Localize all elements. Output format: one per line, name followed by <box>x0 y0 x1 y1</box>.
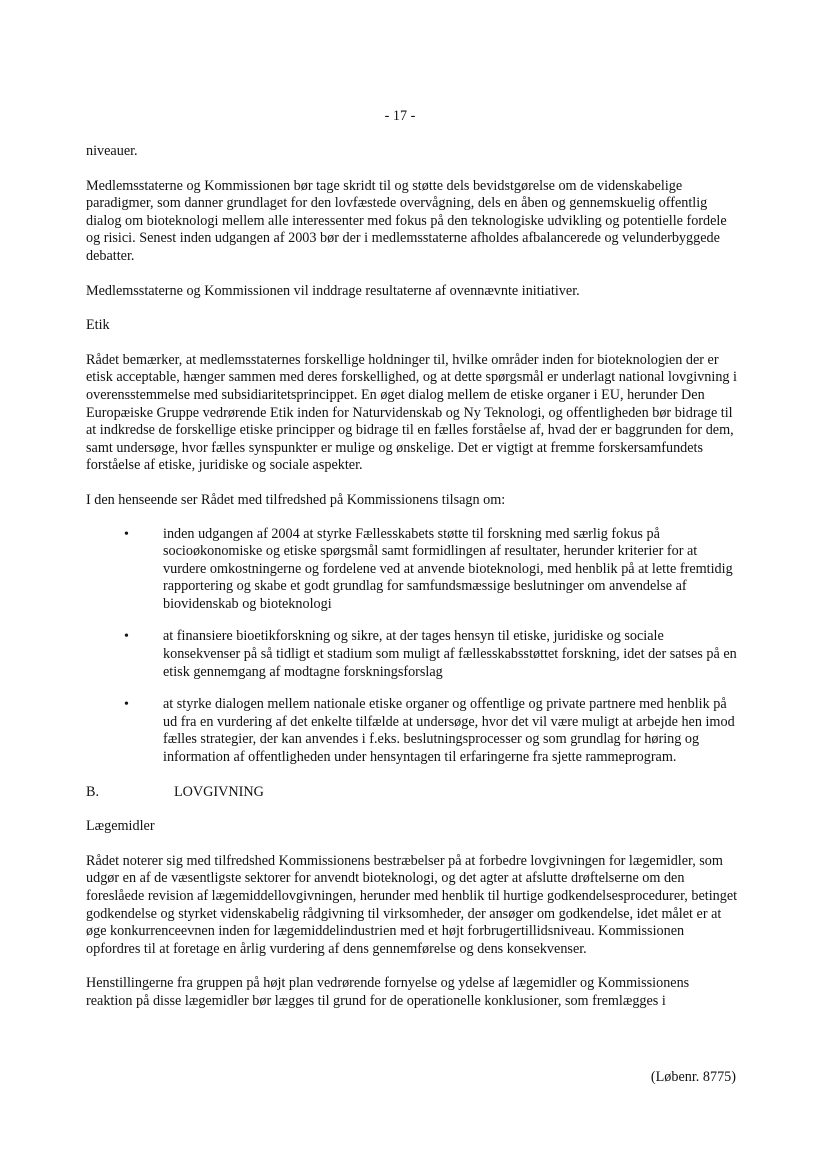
paragraph: I den henseende ser Rådet med tilfredshed på Kommissionens tilsagn om: <box>86 491 506 508</box>
paragraph: Medlemsstaterne og Kommissionen bør tage skridt til og støtte dels bevidstgørelse om de videnskabelige paradigmer, som danner grundlaget for den lovfæstede overvågning, dels en åben og gennemskuelig offentlig dialog om bioteknologi mellem alle interessenter med fokus på den teknologiske udvikling og potentielle fordele og risici. Senest inden udgangen af 2003 bør der i medlemsstaterne afholdes afbalancerede og velunderbyggede debatter. <box>86 177 727 264</box>
list-item-text: at styrke dialogen mellem nationale etiske organer og offentlige og private partnere med henblik på ud fra en vurdering af det enkelte tilfælde at undersøge, hvor det vil være muligt at arbejde hen imod fælles strategier, der kan anvendes i f.eks. beslutningsprocesser og som grundlag for høring og information af offentligheden under hensyntagen til erfaringerne fra sjette rammeprogram. <box>163 696 735 766</box>
bullet-icon: • <box>124 629 129 645</box>
paragraph: Henstillingerne fra gruppen på højt plan vedrørende fornyelse og ydelse af lægemidler og Kommissionens reaktion på disse lægemidler bør lægges til grund for de operationelle konklusioner, som fremlægges i <box>86 975 690 1009</box>
section-title: LOVGIVNING <box>174 783 264 800</box>
paragraph: Rådet bemærker, at medlemsstaternes forskellige holdninger til, hvilke områder inden for bioteknologien der er etisk acceptable, hænger sammen med deres forskellighed, og at dette spørgsmål er underlagt national lovgivning i overensstemmelse med subsidiaritetsprincippet. En øget dialog mellem de etiske organer i EU, herunder Den Europæiske Gruppe vedrørende Etik inden for Naturvidenskab og Ny Teknologi, og offentligheden bør bidrage til at indkredse de forskellige etiske principper og bidrage til en fælles forståelse af, hvad der er baggrunden for dem, samt undersøge, hvor fælles synspunkter er mulige og ønskelige. Det er vigtigt at fremme forskersamfundets forståelse af etiske, juridiske og sociale aspekter. <box>86 351 737 474</box>
paragraph: Medlemsstaterne og Kommissionen vil inddrage resultaterne af ovennævnte initiativer. <box>86 282 580 299</box>
footer-reference: (Løbenr. 8775) <box>650 1069 736 1085</box>
section-heading <box>86 784 738 802</box>
subheading-etik: Etik <box>86 317 110 334</box>
subheading: Lægemidler <box>86 818 155 835</box>
bullet-icon: • <box>124 526 129 542</box>
list-item-text: inden udgangen af 2004 at styrke Fællesskabets støtte til forskning med særlig fokus på socioøkonomiske og etiske spørgsmål samt formidlingen af resultater, herunder kriterier for at vurdere omkostningerne og fordelene ved at anvende bioteknologi, med henblik på at lette fremtidig rapportering og skabe et godt grundlag for samfundsmæssige beslutninger om anvendelse af biovidenskab og bioteknologi <box>163 525 733 612</box>
bullet-list <box>86 526 738 767</box>
bullet-icon: • <box>124 697 129 713</box>
document-body <box>86 143 738 1011</box>
list-item-text: at finansiere bioetikforskning og sikre, at der tages hensyn til etiske, juridiske og sociale konsekvenser på så tidligt et stadium som muligt af fællesskabsstøttet forskning, idet der satses på en etisk gennemgang af modtagne forskningsforslag <box>163 628 737 680</box>
paragraph: niveauer. <box>86 143 138 159</box>
paragraph: Rådet noterer sig med tilfredshed Kommissionens bestræbelser på at forbedre lovgivningen for lægemidler, som udgør en af de væsentligste sektorer for anvendt bioteknologi, og det agter at afslutte drøftelserne om den foreslåede revision af lægemiddellovgivningen, herunder med henblik til hurtige godkendelsesprocedurer, betinget godkendelse og styrket videnskabelig rådgivning til virksomheder, der ansøger om godkendelse, idet målet er at øge konkurrenceevnen inden for lægemiddelindustrien med et højt forbrugertillidsniveau. Kommissionen opfordres til at foretage en årlig vurdering af dens gennemførelse og dens konsekvenser. <box>86 852 738 957</box>
list-item <box>86 696 738 766</box>
list-item <box>86 526 738 614</box>
list-item <box>86 628 738 681</box>
page-number: - 17 - <box>384 108 416 124</box>
section-number: B. <box>86 783 100 800</box>
